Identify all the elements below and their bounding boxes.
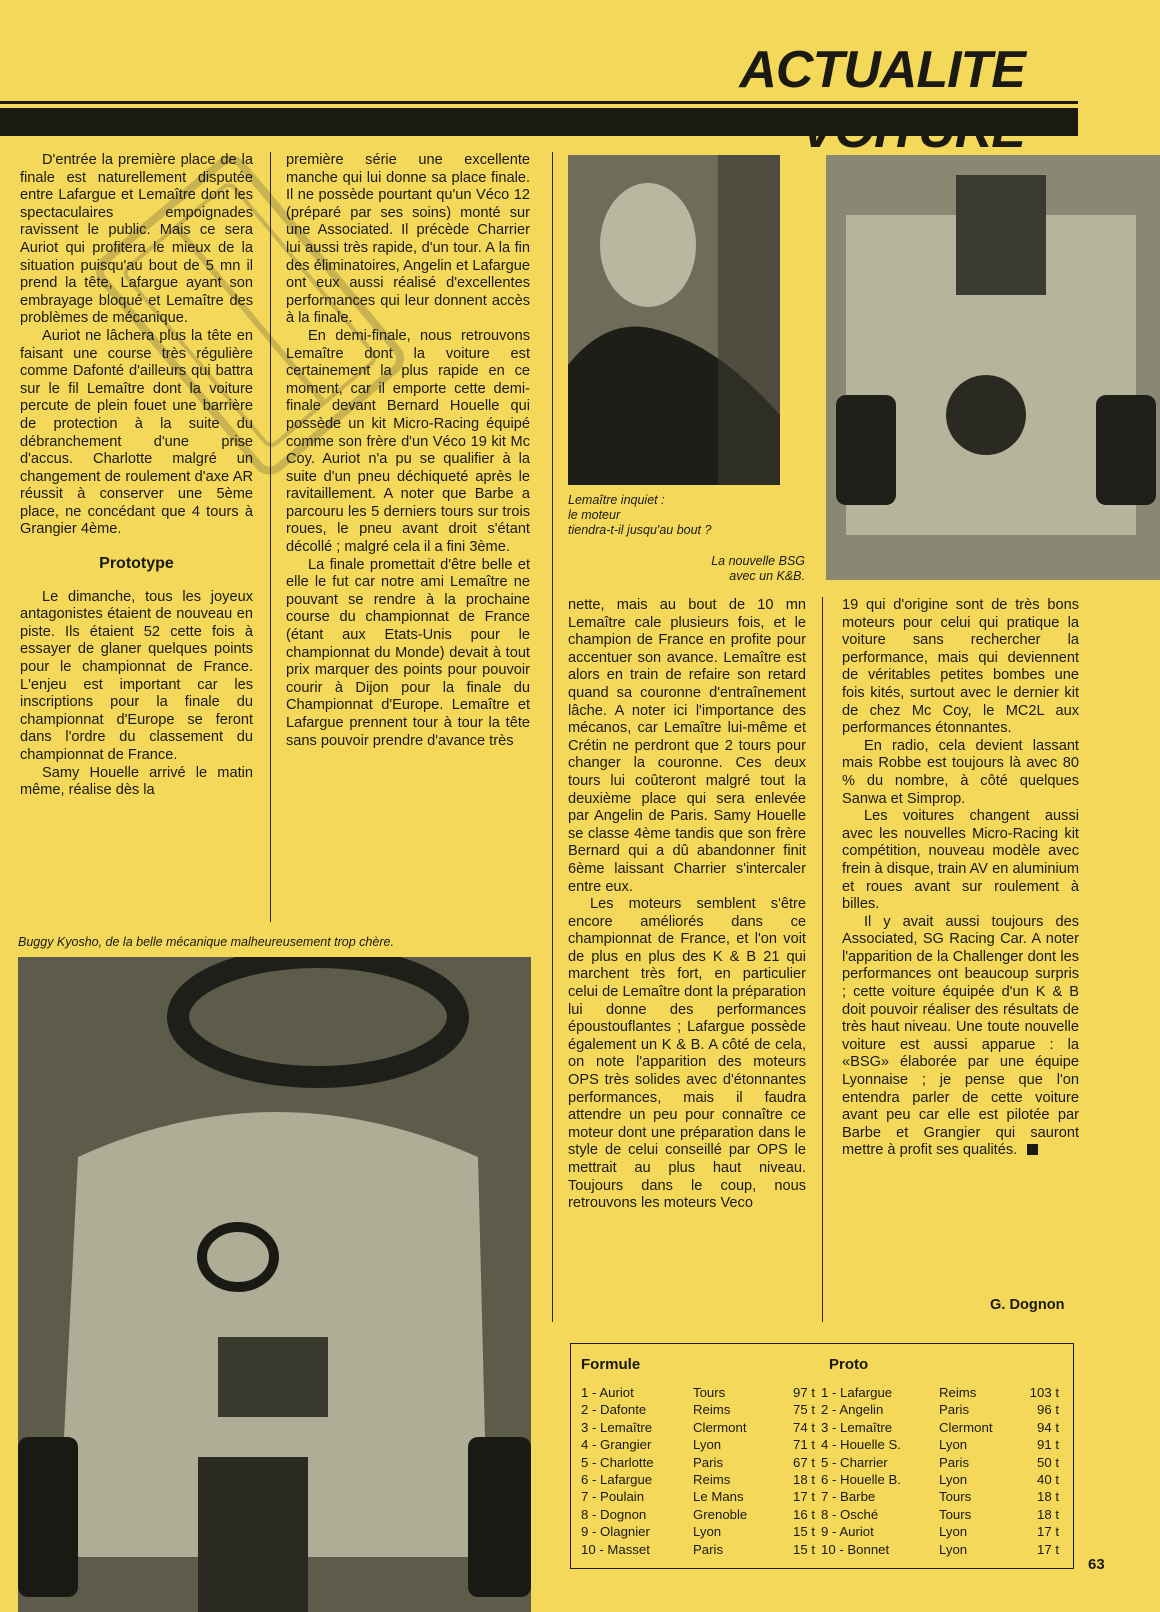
city-cell: Lyon — [693, 1524, 722, 1540]
laps-cell: 91 t — [1037, 1437, 1059, 1453]
column-divider — [822, 597, 823, 1322]
caption-line: Lemaître inquiet : — [568, 493, 665, 507]
city-cell: Reims — [693, 1402, 731, 1418]
results-row — [821, 1436, 1061, 1453]
results-row — [821, 1523, 1061, 1540]
driver-cell: 5 - Charrier — [821, 1454, 888, 1470]
results-row — [581, 1401, 821, 1418]
end-mark-icon — [1027, 1144, 1038, 1155]
bsg-caption — [660, 554, 805, 584]
driver-cell: 10 - Masset — [581, 1541, 650, 1557]
laps-cell: 15 t — [793, 1541, 815, 1557]
driver-cell: 6 - Lafargue — [581, 1472, 653, 1487]
article-column-1 — [20, 152, 253, 800]
results-row — [821, 1506, 1061, 1523]
city-cell: Clermont — [939, 1419, 993, 1435]
driver-cell: 1 - Lafargue — [821, 1385, 893, 1400]
city-cell: Reims — [939, 1385, 977, 1400]
paragraph-text: Il y avait aussi toujours des Associated, SG Racing Car. A noter l'apparition de la Challenger dont les performances ont beaucoup surpris ; cette voiture équipée d'un K & B doit pouvoir réaliser des résultats de très haut niveau. Une toute nouvelle voiture est aussi apparue : la «BSG» élaborée par une équipe Lyonnaise ; je pense que l'on entendra parler de cette voiture avant peu car elle est pilotée par Barbe et Grangier qui sauront mettre à profit ses qualités. — [842, 913, 1079, 1159]
results-row — [821, 1401, 1061, 1418]
city-cell: Tours — [693, 1385, 726, 1400]
article-column-3 — [568, 597, 806, 1213]
page-number: 63 — [1088, 1556, 1105, 1573]
city-cell: Tours — [939, 1506, 972, 1522]
laps-cell: 94 t — [1037, 1419, 1059, 1435]
laps-cell: 74 t — [793, 1419, 815, 1435]
laps-cell: 75 t — [793, 1402, 815, 1418]
paragraph: En radio, cela devient lassant mais Robbe est toujours là avec 80 % du nombre, à côté quelques Sanwa et Simprop. — [842, 737, 1079, 807]
caption-line: le moteur — [568, 508, 621, 522]
results-row — [821, 1471, 1061, 1488]
driver-cell: 3 - Lemaître — [821, 1419, 893, 1435]
laps-cell: 18 t — [1037, 1489, 1059, 1505]
buggy-photo-image — [18, 957, 531, 1612]
city-cell: Lyon — [939, 1437, 968, 1453]
paragraph: Samy Houelle arrivé le matin même, réalise dès la — [20, 764, 253, 799]
results-row — [821, 1454, 1061, 1471]
results-row — [581, 1541, 821, 1558]
driver-cell: 4 - Houelle S. — [821, 1437, 901, 1453]
results-row — [821, 1541, 1061, 1558]
buggy-caption: Buggy Kyosho, de la belle mécanique malheureusement trop chère. — [18, 935, 394, 949]
results-row — [581, 1506, 821, 1523]
results-table — [570, 1343, 1074, 1569]
city-cell: Le Mans — [693, 1489, 744, 1505]
driver-cell: 4 - Grangier — [581, 1437, 652, 1453]
laps-cell: 17 t — [1037, 1541, 1059, 1557]
proto-header: Proto — [829, 1356, 869, 1373]
buggy-kyosho-photo — [18, 957, 531, 1612]
driver-cell: 7 - Barbe — [821, 1489, 876, 1505]
paragraph: Les moteurs semblent s'être encore améliorés dans ce championnat de France, et l'on voit de plus en plus des K & B 21 qui marchent très fort, en particulier celui de Lemaître dont la préparation lui donne des performances époustouflantes ; Lafargue possède également un K & B. A côté de cela, on note l'apparition des moteurs OPS très solides avec d'étonnantes performances, mais il faudra attendre un peu pour connaître ce moteur dont une préparation dans le style de celui conseillé par OPS le mettrait au plus haut niveau. Toujours dans le coup, nous retrouvons les moteurs Veco — [568, 896, 806, 1212]
bsg-chassis-photo — [826, 155, 1160, 580]
laps-cell: 71 t — [793, 1437, 815, 1453]
city-cell: Paris — [939, 1402, 970, 1418]
caption-line: avec un K&B. — [729, 569, 805, 583]
driver-cell: 2 - Angelin — [821, 1402, 884, 1418]
laps-cell: 17 t — [793, 1489, 815, 1505]
driver-cell: 7 - Poulain — [581, 1489, 645, 1505]
column-divider — [270, 152, 271, 922]
author-signature: G. Dognon — [990, 1297, 1065, 1313]
portrait-photo — [568, 155, 780, 485]
header-rule — [0, 101, 1078, 104]
laps-cell: 16 t — [793, 1506, 815, 1522]
driver-cell: 5 - Charlotte — [581, 1454, 654, 1470]
laps-cell: 97 t — [793, 1385, 815, 1400]
driver-cell: 2 - Dafonte — [581, 1402, 647, 1418]
city-cell: Tours — [939, 1489, 972, 1505]
caption-line: La nouvelle BSG — [711, 554, 805, 568]
article-column-2 — [286, 152, 530, 750]
header-bar — [0, 108, 1078, 136]
city-cell: Grenoble — [693, 1506, 748, 1522]
portrait-caption — [568, 493, 780, 538]
paragraph: La finale promettait d'être belle et elle le fut car notre ami Lemaître ne pouvant se rendre à la prochaine course du championnat de France (étant aux Etats-Unis pour le championnat du Monde) devait à tout prix marquer des points pour pouvoir courir à Dijon pour la finale du Championnat d'Europe. Lemaître et Lafargue prennent tour à tour la tête sans pouvoir prendre d'avance très — [286, 556, 530, 749]
laps-cell: 18 t — [793, 1472, 815, 1487]
results-row — [581, 1419, 821, 1436]
paragraph — [842, 914, 1079, 1160]
subheading-prototype: Prototype — [99, 555, 174, 573]
results-row — [581, 1471, 821, 1488]
results-row — [821, 1384, 1061, 1401]
laps-cell: 40 t — [1037, 1472, 1059, 1487]
laps-cell: 17 t — [1037, 1524, 1059, 1540]
caption-line: tiendra-t-il jusqu'au bout ? — [568, 523, 712, 537]
laps-cell: 15 t — [793, 1524, 815, 1540]
paragraph: Auriot ne lâchera plus la tête en faisant une course très régulière comme Dafonté d'ailleurs qui battra sur le fil Lemaître dont la voiture percute de plein fouet une barrière de protection à la suite du débranchement d'une prise d'accus. Charlotte malgré un changement de roulement d'axe AR réussit à conserver une 5ème place, ne concédant que 4 tours à Grangier 4ème. — [20, 327, 253, 538]
paragraph: D'entrée la première place de la finale est naturellement disputée entre Lafargue et Lemaître dont les spectaculaires empoignades ravissent le public. Mais ce sera Auriot qui profitera le mieux de la situation puisqu'au bout de 5 mn il prend la tête, Lafargue ayant son embrayage bloqué et Lemaître des problèmes de mécanique. — [20, 152, 253, 327]
city-cell: Paris — [693, 1454, 724, 1470]
driver-cell: 6 - Houelle B. — [821, 1472, 901, 1487]
column-divider — [552, 152, 553, 1322]
city-cell: Clermont — [693, 1419, 747, 1435]
city-cell: Lyon — [939, 1541, 968, 1557]
results-row — [821, 1488, 1061, 1505]
city-cell: Paris — [939, 1454, 970, 1470]
laps-cell: 96 t — [1037, 1402, 1059, 1418]
city-cell: Paris — [693, 1541, 724, 1557]
results-row — [581, 1384, 821, 1401]
city-cell: Lyon — [939, 1472, 968, 1487]
results-row — [581, 1488, 821, 1505]
article-column-4 — [842, 597, 1079, 1160]
laps-cell: 67 t — [793, 1454, 815, 1470]
bsg-photo-image — [826, 155, 1160, 580]
city-cell: Reims — [693, 1472, 731, 1487]
laps-cell: 103 t — [1029, 1385, 1059, 1400]
paragraph: première série une excellente manche qui lui donne sa place finale. Il ne possède pourtant qu'un Véco 12 (préparé par ses soins) monté sur une Associated. Il précède Charrier lui aussi très rapide, d'un tour. A la fin des éliminatoires, Angelin et Lafargue ont eux aussi réalisé d'excellentes performances qui leur donnent accès à la finale. — [286, 152, 530, 327]
paragraph: Le dimanche, tous les joyeux antagonistes étaient de nouveau en piste. Ils étaient 52 cette fois à essayer de glaner quelques points pour le championnat de France. L'enjeu est important car les inscriptions pour la finale du championnat d'Europe se feront dans l'ordre du classement du championnat de France. — [20, 588, 253, 763]
paragraph: nette, mais au bout de 10 mn Lemaître cale plusieurs fois, et le champion de France en profite pour accentuer son avance. Lemaître est alors en train de refaire son retard quand sa couronne d'entraînement lâche. A noter ici l'importance des mécanos, car Lemaître lui-même et Crétin ne perdront que 2 tours pour changer la couronne. Ces deux tours lui coûteront malgré tout la deuxième place qui sera enlevée par Angelin de Paris. Samy Houelle se classe 4ème tandis que son frère Bernard qui a dû abandonner finit 6ème laissant Charrier s'intercaler entre eux. — [568, 597, 806, 895]
results-row — [821, 1419, 1061, 1436]
city-cell: Lyon — [693, 1437, 722, 1453]
driver-cell: 3 - Lemaître — [581, 1419, 653, 1435]
section-title: ACTUALITE — [739, 41, 1025, 99]
formule-header: Formule — [581, 1356, 641, 1373]
paragraph: 19 qui d'origine sont de très bons moteurs pour celui qui pratique la voiture sans rechercher la performance, mais qui deviennent de véritables petites bombes une fois kités, surtout avec le dernier kit de chez Mc Coy, le MC2L aux performances étonnantes. — [842, 597, 1079, 737]
driver-cell: 1 - Auriot — [581, 1385, 634, 1400]
results-row — [581, 1436, 821, 1453]
driver-cell: 8 - Dognon — [581, 1506, 647, 1522]
results-row — [581, 1523, 821, 1540]
driver-cell: 9 - Olagnier — [581, 1524, 650, 1540]
city-cell: Lyon — [939, 1524, 968, 1540]
driver-cell: 8 - Osché — [821, 1506, 879, 1522]
paragraph: En demi-finale, nous retrouvons Lemaître dont la voiture est certainement la plus rapide en ce moment, car il emporte cette demi-finale devant Bernard Houelle qui possède un kit Micro-Racing équipé comme son frère d'un Véco 19 kit Mc Coy. Auriot n'a pu se qualifier à la suite d'un pneu déchiqueté après le ravitaillement. A noter que Barbe a parcouru les 5 derniers tours sur trois roues, le pneu avant droit s'étant décollé ; malgré cela il a fini 3ème. — [286, 327, 530, 556]
laps-cell: 18 t — [1037, 1506, 1059, 1522]
paragraph: Les voitures changent aussi avec les nouvelles Micro-Racing kit compétition, nouveau modèle avec frein à disque, train AV en aluminium et roues avant sur roulement à billes. — [842, 808, 1079, 913]
portrait-photo-image — [568, 155, 780, 485]
driver-cell: 10 - Bonnet — [821, 1541, 890, 1557]
results-row — [581, 1454, 821, 1471]
driver-cell: 9 - Auriot — [821, 1524, 874, 1540]
laps-cell: 50 t — [1037, 1454, 1059, 1470]
